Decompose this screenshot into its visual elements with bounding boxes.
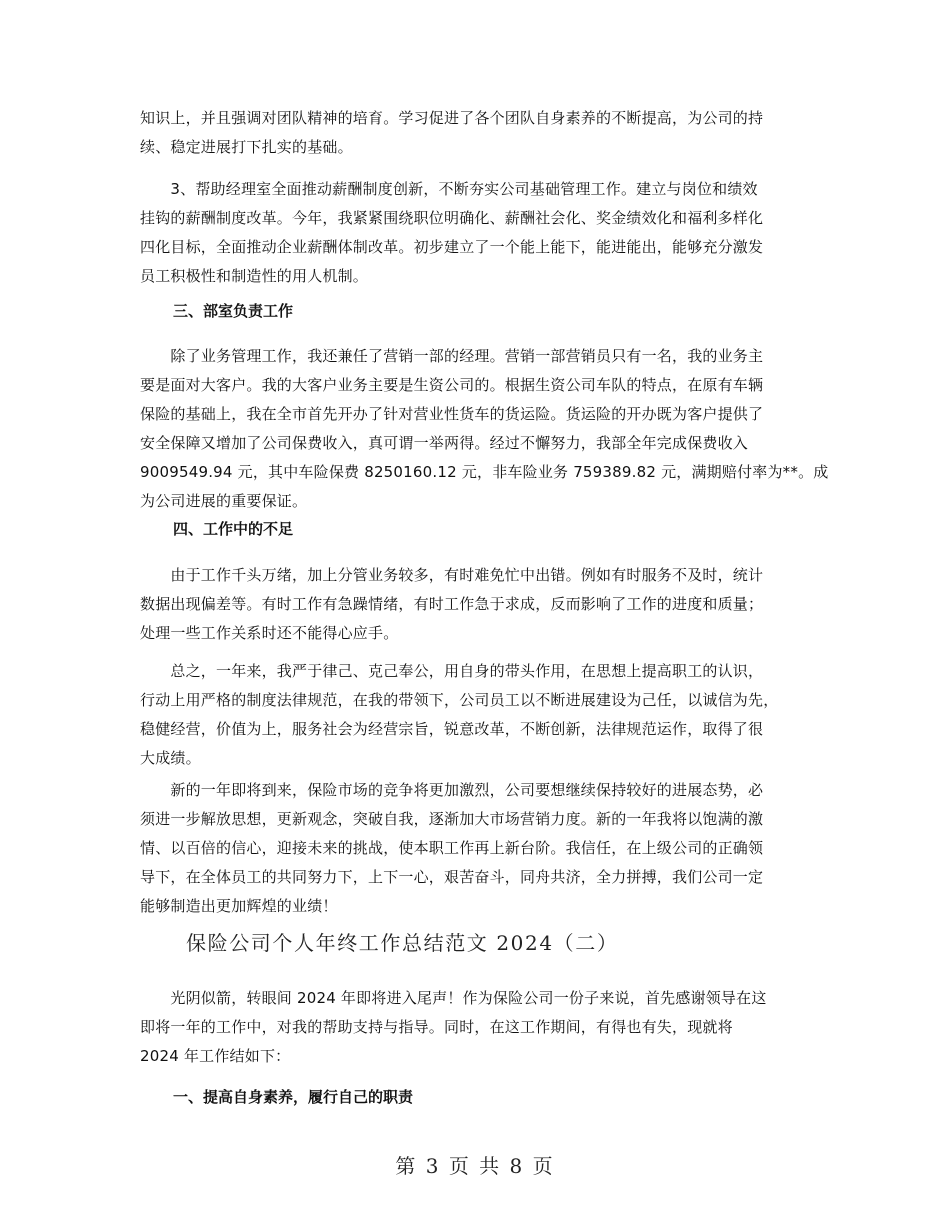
paragraph (140, 104, 812, 162)
paragraph (140, 175, 812, 291)
paragraph (140, 984, 812, 1071)
text-line: 行动上用严格的制度法律规范，在我的带领下，公司员工以不断进展建设为己任，以诚信为先， (140, 691, 779, 709)
text-line: 9009549.94 元，其中车险保费 8250160.12 元，非车险业务 759389.82 元，满期赔付率为**。成 (140, 463, 829, 481)
text-line: 稳健经营，价值为上，服务社会为经营宗旨，锐意改革，不断创新，法律规范运作，取得了很 (140, 720, 764, 738)
section-heading: 一、提高自身素养，履行自己的职责 (173, 1088, 414, 1106)
section-title: 保险公司个人年终工作总结范文 2024（二） (186, 931, 619, 955)
text-line: 导下，在全体员工的共同努力下，上下一心，艰苦奋斗，同舟共济，全力拼搏，我们公司一定 (140, 868, 764, 886)
text-line: 数据出现偏差等。有时工作有急躁情绪，有时工作急于求成，反而影响了工作的进度和质量； (140, 595, 764, 613)
text-line: 须进一步解放思想，更新观念，突破自我，逐渐加大市场营销力度。新的一年我将以饱满的激 (140, 810, 764, 828)
text-line: 由于工作千头万绪，加上分管业务较多，有时难免忙中出错。例如有时服务不及时，统计 (140, 566, 764, 584)
text-line: 除了业务管理工作，我还兼任了营销一部的经理。营销一部营销员只有一名，我的业务主 (140, 347, 764, 365)
text-line: 安全保障又增加了公司保费收入，真可谓一举两得。经过不懈努力，我部全年完成保费收入 (140, 434, 749, 452)
paragraph (140, 561, 812, 648)
text-line: 员工积极性和制造性的用人机制。 (140, 267, 369, 285)
text-line: 总之，一年来，我严于律己、克己奉公，用自身的带头作用，在思想上提高职工的认识， (140, 662, 764, 680)
text-line: 即将一年的工作中，对我的帮助支持与指导。同时，在这工作期间，有得也有失，现就将 (140, 1018, 733, 1036)
text-line: 能够制造出更加辉煌的业绩！ (140, 897, 338, 915)
text-line: 知识上，并且强调对团队精神的培育。学习促进了各个团队自身素养的不断提高，为公司的持 (140, 109, 764, 127)
text-line: 要是面对大客户。我的大客户业务主要是生资公司的。根据生资公司车队的特点，在原有车辆 (140, 376, 764, 394)
section-heading: 三、部室负责工作 (173, 302, 294, 320)
text-line: 保险的基础上，我在全市首先开办了针对营业性货车的货运险。货运险的开办既为客户提供了 (140, 405, 764, 423)
paragraph (140, 657, 812, 773)
text-line: 处理一些工作关系时还不能得心应手。 (140, 624, 399, 642)
text-line: 2024 年工作结如下： (140, 1047, 291, 1065)
text-line: 光阴似箭，转眼间 2024 年即将进入尾声！作为保险公司一份子来说，首先感谢领导在这 (140, 989, 767, 1007)
paragraph (140, 776, 812, 921)
text-line: 3、帮助经理室全面推动薪酬制度创新，不断夯实公司基础管理工作。建立与岗位和绩效 (140, 180, 758, 198)
text-line: 续、稳定进展打下扎实的基础。 (140, 138, 353, 156)
text-line: 新的一年即将到来，保险市场的竞争将更加激烈，公司要想继续保持较好的进展态势，必 (140, 781, 764, 799)
paragraph (140, 342, 829, 516)
text-line: 四化目标，全面推动企业薪酬体制改革。初步建立了一个能上能下，能进能出，能够充分激发 (140, 238, 764, 256)
text-line: 情、以百倍的信心，迎接未来的挑战，使本职工作再上新台阶。我信任，在上级公司的正确领 (140, 839, 764, 857)
text-line: 大成绩。 (140, 749, 201, 767)
text-line: 挂钩的薪酬制度改革。今年，我紧紧围绕职位明确化、薪酬社会化、奖金绩效化和福利多样化 (140, 209, 764, 227)
section-heading: 四、工作中的不足 (173, 520, 294, 538)
text-line: 为公司进展的重要保证。 (140, 492, 308, 510)
page-number-footer: 第 3 页 共 8 页 (395, 1154, 555, 1178)
